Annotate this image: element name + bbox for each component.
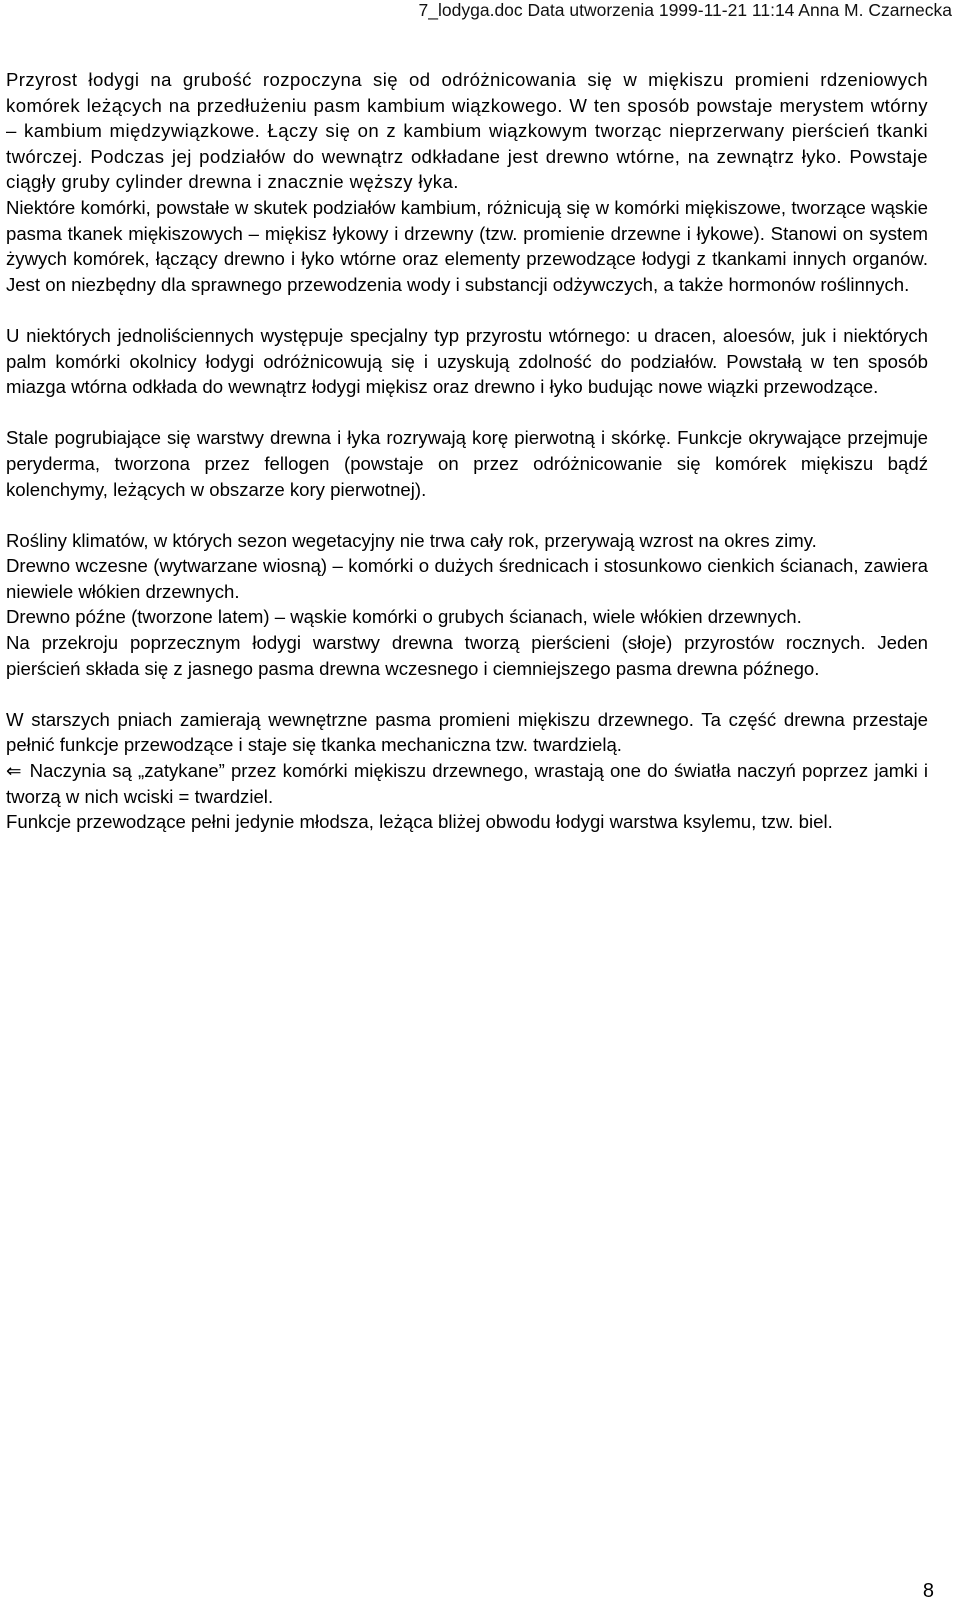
paragraph-text: Przyrost łodygi na grubość rozpoczyna się od odróżnicowania się w miękiszu promieni rdzeniowych komórek leżących na przedłużeniu pasm kambium wiązkowego. W ten sposób powstaje merystem wtórny – kambium międzywiązkowe. Łączy się on z kambium wiązkowym tworząc nieprzerwany pierścień tkanki twórczej. Podczas jej podziałów do wewnątrz odkładane jest drewno wtórne, na zewnątrz łyko. Powstaje ciągły gruby cylinder drewna i znacznie węższy łyka.: [6, 69, 928, 193]
document-body: [6, 67, 928, 860]
paragraph: [6, 67, 928, 195]
paragraph: [6, 425, 928, 502]
page-number: 8: [922, 1580, 934, 1602]
paragraph: [6, 195, 928, 297]
paragraph-text: W starszych pniach zamierają wewnętrzne pasma promieni miękiszu drzewnego. Ta część drewna przestaje pełnić funkcje przewodzące i staje się tkanka mechaniczna tzw. twardzielą.: [6, 708, 928, 756]
paragraph-text: Rośliny klimatów, w których sezon wegetacyjny nie trwa cały rok, przerywają wzrost na okres zimy.: [6, 529, 817, 551]
text-section: [6, 67, 928, 297]
paragraph: [6, 758, 928, 809]
left-arrow-icon: ⇐: [6, 760, 22, 782]
paragraph-text: Funkcje przewodzące pełni jedynie młodsza, leżąca bliżej obwodu łodygi warstwa ksylemu, tzw. biel.: [6, 811, 833, 833]
paragraph-text: Naczynia są „zatykane” przez komórki miękiszu drzewnego, wrastają one do światła naczyń poprzez jamki i tworzą w nich wciski = twardziel.: [6, 760, 928, 807]
text-section: [6, 707, 928, 835]
paragraph: [6, 528, 928, 554]
paragraph: [6, 323, 928, 400]
paragraph: [6, 809, 928, 835]
paragraph-text: Stale pogrubiające się warstwy drewna i łyka rozrywają korę pierwotną i skórkę. Funkcje okrywające przejmuje peryderma, tworzona przez fellogen (powstaje on przez odróżnicowanie się komórek miękiszu bądź kolenchymy, leżących w obszarze kory pierwotnej).: [6, 427, 928, 500]
paragraph-text: U niektórych jednoliściennych występuje specjalny typ przyrostu wtórnego: u dracen, aloesów, juk i niektórych palm komórki okolnicy łodygi odróżnicowują się i uzyskują zdolność do podziałów. Powstałą w ten sposób miazga wtórna odkłada do wewnątrz łodygi miękisz oraz drewno i łyko budując nowe wiązki przewodzące.: [6, 324, 928, 398]
text-section: [6, 425, 928, 502]
text-section: [6, 323, 928, 400]
text-section: [6, 528, 928, 682]
paragraph: [6, 553, 928, 604]
paragraph-text: Niektóre komórki, powstałe w skutek podziałów kambium, różnicują się w komórki miękiszowe, tworzące wąskie pasma tkanek miękiszowych – miękisz łykowy i drzewny (tzw. promienie drzewne i łykowe). Stanowi on system żywych komórek, łączący drewno i łyko wtórne oraz elementy przewodzące łodygi z tkankami innych organów. Jest on niezbędny dla sprawnego przewodzenia wody i substancji odżywczych, a także hormonów roślinnych.: [6, 196, 928, 295]
paragraph-text: Na przekroju poprzecznym łodygi warstwy drewna tworzą pierścieni (słoje) przyrostów rocznych. Jeden pierścień składa się z jasnego pasma drewna wczesnego i ciemniejszego pasma drewna późnego.: [6, 632, 928, 679]
paragraph: [6, 707, 928, 758]
paragraph-text: Drewno wczesne (wytwarzane wiosną) – komórki o dużych średnicach i stosunkowo cienkich ścianach, zawiera niewiele włókien drzewnych.: [6, 555, 928, 602]
paragraph: [6, 630, 928, 681]
paragraph: [6, 604, 928, 630]
document-header: 7_lodyga.doc Data utworzenia 1999-11-21 11:14 Anna M. Czarnecka: [418, 0, 952, 20]
paragraph-text: Drewno późne (tworzone latem) – wąskie komórki o grubych ścianach, wiele włókien drzewnych.: [6, 606, 802, 628]
